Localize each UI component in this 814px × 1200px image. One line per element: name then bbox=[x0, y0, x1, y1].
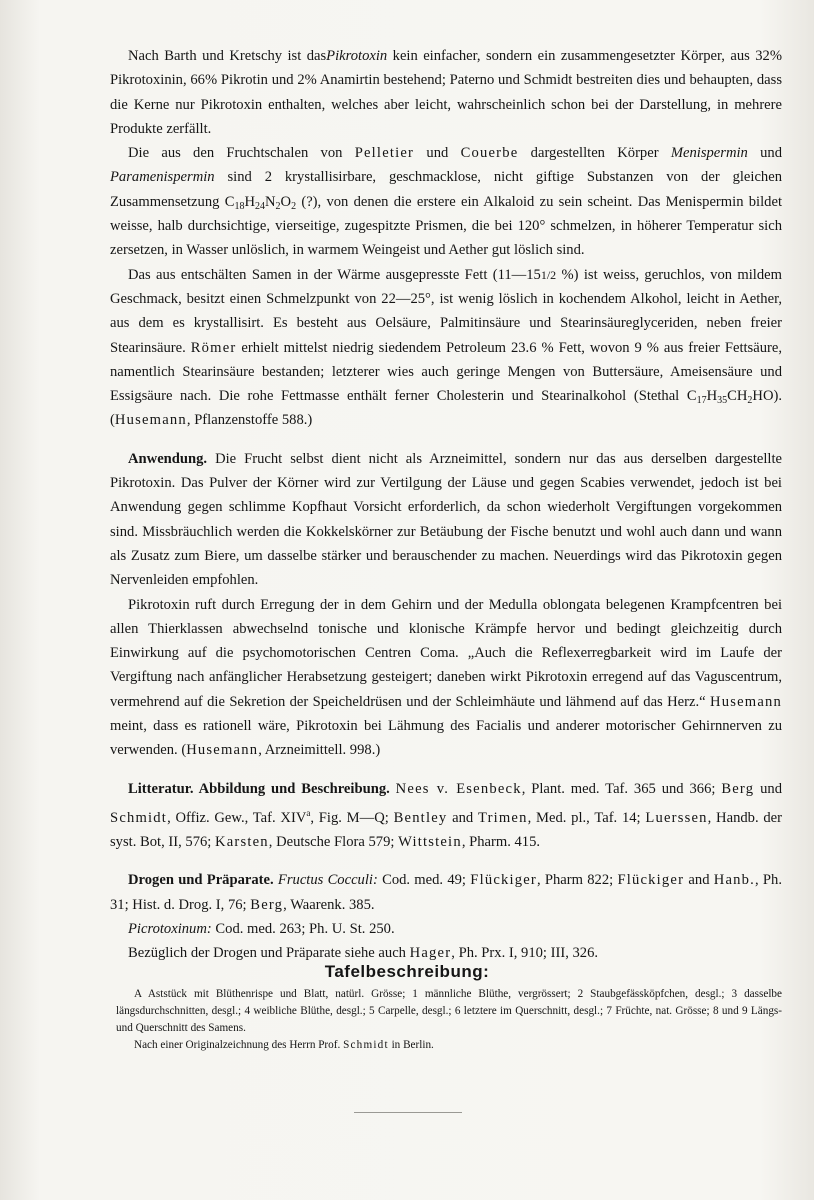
text-run: in Berlin. bbox=[388, 1039, 434, 1051]
text-run: Bezüglich der Drogen und Präparate siehe auch bbox=[128, 945, 410, 962]
author-name: Husemann bbox=[709, 693, 782, 710]
paragraph-anwendung bbox=[110, 447, 782, 593]
author-name: Bentley bbox=[393, 809, 448, 826]
text-run: , Deutsche Flora 579; bbox=[268, 834, 399, 851]
paragraph-picrotoxinum bbox=[110, 917, 782, 941]
formula-element: H bbox=[244, 193, 255, 210]
text-run: (?), von denen die erstere ein Alkaloid zu sein scheint. Das Menispermin bildet weisse, halb durchsichtige, vierseitige, zugespitzte Prismen, die bei 120° schmelzen, in höherer Temperatur sich zersetzen, in Wasser unlöslich, in warmem Weingeist und Aether gut löslich sind. bbox=[110, 193, 783, 259]
text-run: und bbox=[747, 145, 783, 162]
text-run: und bbox=[754, 780, 782, 797]
text-run: , Pflanzenstoffe 588.) bbox=[186, 412, 313, 429]
text-run: dargestellten Körper bbox=[518, 145, 671, 162]
text-run: and bbox=[684, 872, 714, 889]
end-divider bbox=[354, 1112, 462, 1113]
text-run: , Handb. der syst. Bot, II, 576; bbox=[110, 809, 783, 851]
author-name: Römer bbox=[190, 339, 237, 356]
author-name: Husemann bbox=[114, 412, 187, 429]
formula-subscript: 24 bbox=[254, 200, 265, 212]
superscript: a bbox=[306, 807, 311, 818]
formula-element: O bbox=[280, 193, 292, 210]
plate-description bbox=[116, 986, 782, 1054]
text-run: , Offiz. Gew., Taf. XIV bbox=[167, 809, 307, 826]
text-run: kein einfacher, sondern ein zusammengesetzter Körper, aus 32% Pikrotoxinin, 66% Pikrotin und 2% Anamirtin bestehend; Paterno und Schmidt bestreiten dies und behaupten, dass die Kerne nur Pikrotoxin enthalten, welches aber leicht, wahrscheinlich schon bei der Darstellung, in mehrere Produkte zerfällt. bbox=[110, 48, 782, 137]
author-name: Wittstein bbox=[398, 834, 462, 851]
author-name: Berg bbox=[250, 896, 284, 913]
term-menispermin: Menispermin bbox=[670, 145, 748, 162]
text-run: , Ph. 31; Hist. d. Drog. I, 76; bbox=[110, 872, 782, 913]
term-paramenispermin: Paramenispermin bbox=[110, 169, 215, 186]
paragraph-composition bbox=[110, 44, 782, 141]
fraction: 1/2 bbox=[540, 267, 557, 282]
text-run: , Waarenk. 385. bbox=[283, 896, 375, 913]
paragraph-fat bbox=[110, 263, 782, 433]
text-run: Pikrotoxin ruft durch Erregung der in dem Gehirn und der Medulla oblongata belegenen Krampfcentren bei allen Thierklassen abwechselnd tonische und klonische Krämpfe hervor und bedingt gleichzeitig durch Einwirkung auf die psychomotorischen Centren Coma. „Auch die Reflexerregbarkeit wird im Laufe der Vergiftung nach anfänglicher Herabsetzung gesteigert; daneben wirkt Pikrotoxin erregend auf das Vaguscentrum, vermehrend auf die Sekretion der Speicheldrüsen und der Schleimhäute und lähmend auf das Herz.“ bbox=[110, 596, 782, 710]
formula-subscript: 2 bbox=[291, 200, 297, 212]
formula-element: CH bbox=[727, 388, 748, 405]
text-run: sind 2 krystallisirbare, geschmacklose, nicht giftige Substanzen von der gleichen Zusammensetzung C bbox=[110, 169, 782, 210]
author-name: Hanb. bbox=[713, 872, 756, 889]
author-name: Hager bbox=[409, 945, 452, 962]
plate-description-title: Tafelbeschreibung: bbox=[324, 962, 490, 981]
text-run: Nach Barth und Kretschy ist das bbox=[128, 48, 327, 64]
author-name: Husemann bbox=[186, 742, 259, 759]
text-run: Cod. med. 49; bbox=[377, 872, 471, 889]
text-run: Die Frucht selbst dient nicht als Arzneimittel, sondern nur das aus derselben dargestellte Pikrotoxin. Das Pulver der Körner wird zur Vertilgung der Läuse und gegen Scabies verwendet, jedoch ist bei Anwendung gegen schlimme Kopfhaut Vorsicht erforderlich, da schon wiederholt Vergiftungen vorgekommen sind. Missbräuchlich werden die Kokkelskörner zur Betäubung der Fische benutzt und wohl auch dann und wann als Zusatz zum Biere, um dasselbe stärker und berauschender zu machen. Neuerdings wird das Pikrotoxin gegen Nervenleiden empfohlen. bbox=[110, 450, 782, 589]
author-name: Couerbe bbox=[460, 145, 519, 162]
section-heading-litteratur: Litteratur. Abbildung und Beschreibung. bbox=[128, 780, 390, 797]
text-run: , Pharm 822; bbox=[536, 872, 618, 889]
author-name: Schmidt bbox=[110, 809, 168, 826]
text-run: meint, dass es rationell wäre, Pikrotoxin bei Lähmung des Facialis und anderer motorischer Gehirnnerven zu verwenden. ( bbox=[110, 718, 782, 759]
text-run: und bbox=[414, 145, 461, 162]
author-name: Berg bbox=[721, 780, 755, 797]
term-picrotoxinum: Picrotoxinum: bbox=[128, 920, 212, 937]
formula-subscript: 35 bbox=[717, 395, 728, 407]
term-pikrotoxin: Pikrotoxin bbox=[326, 48, 388, 64]
text-run: Nach einer Originalzeichnung des Herrn Prof. bbox=[134, 1039, 344, 1051]
paragraph-pikrotoxin-effect bbox=[110, 593, 782, 763]
text-run: , Fig. M—Q; bbox=[310, 809, 394, 826]
text-run: , Plant. med. Taf. 365 und 366; bbox=[521, 780, 722, 797]
section-heading-drogen: Drogen und Präparate. bbox=[128, 872, 274, 889]
author-name: Nees v. Esenbeck bbox=[395, 780, 522, 797]
author-name: Schmidt bbox=[343, 1039, 389, 1051]
formula-subscript: 2 bbox=[275, 200, 281, 212]
body-text bbox=[110, 44, 782, 966]
author-name: Luerssen bbox=[645, 809, 708, 826]
author-name: Pelletier bbox=[354, 145, 415, 162]
paragraph-menispermin bbox=[110, 141, 782, 262]
plate-credit bbox=[116, 1037, 782, 1054]
author-name: Trimen bbox=[477, 809, 528, 826]
text-run: Cod. med. 263; Ph. U. St. 250. bbox=[211, 920, 395, 937]
text-run: , Med. pl., Taf. 14; bbox=[527, 809, 646, 826]
formula-subscript: 2 bbox=[747, 395, 753, 407]
formula-element: N bbox=[264, 193, 276, 210]
text-run: HO). ( bbox=[110, 388, 782, 429]
author-name: Flückiger bbox=[617, 872, 685, 889]
text-run: , Arzneimittell. 998.) bbox=[258, 742, 381, 759]
formula-element: H bbox=[706, 388, 718, 405]
term-fructus-cocculi: Fructus Cocculi: bbox=[277, 872, 378, 889]
text-run: Die aus den Fruchtschalen von bbox=[128, 145, 355, 162]
text-run: and bbox=[447, 809, 478, 826]
formula-subscript: 17 bbox=[696, 395, 707, 407]
text-run: erhielt mittelst niedrig siedendem Petroleum 23.6 % Fett, wovon 9 % aus freier Fettsäure, namentlich Stearinsäure bestanden; letzterer wies auch geringe Mengen von Buttersäure, Ameisensäure und Essigsäure nach. Die rohe Fettmasse enthält ferner Cholesterin und Stearinalkohol (Stethal C bbox=[110, 339, 782, 405]
section-heading-anwendung: Anwendung. bbox=[128, 450, 208, 467]
text-run: Das aus entschälten Samen in der Wärme ausgepresste Fett (11—15 bbox=[128, 266, 541, 283]
text-run: %) ist weiss, geruchlos, von mildem Geschmack, besitzt einen Schmelzpunkt von 22—25°, ist wenig löslich in kochendem Alkohol, leicht in Aether, aus dem es krystallisirt. Es besteht aus Oelsäure, Palmitinsäure und Stearinsäureglyceriden, neben freier Stearinsäure. bbox=[110, 266, 782, 356]
paragraph-drogen bbox=[110, 868, 782, 917]
author-name: Karsten bbox=[215, 834, 269, 851]
text-run: , Pharm. 415. bbox=[461, 834, 541, 851]
plate-description-text: A Aststück mit Blüthenrispe und Blatt, natürl. Grösse; 1 männliche Blüthe, vergrössert; 2 Staubgefässköpfchen, desgl.; 3 dasselbe längsdurchschnitten, desgl.; 4 weibliche Blüthe, desgl.; 5 Carpelle, desgl.; 6 letztere im Querschnitt, desgl.; 7 Früchte, nat. Grösse; 8 und 9 Längs- und Querschnitt des Samens. bbox=[116, 988, 782, 1034]
text-run: , Ph. Prx. I, 910; III, 326. bbox=[451, 945, 599, 962]
formula-subscript: 18 bbox=[234, 200, 245, 212]
author-name: Flückiger bbox=[470, 872, 537, 889]
paragraph-litteratur bbox=[110, 777, 782, 855]
